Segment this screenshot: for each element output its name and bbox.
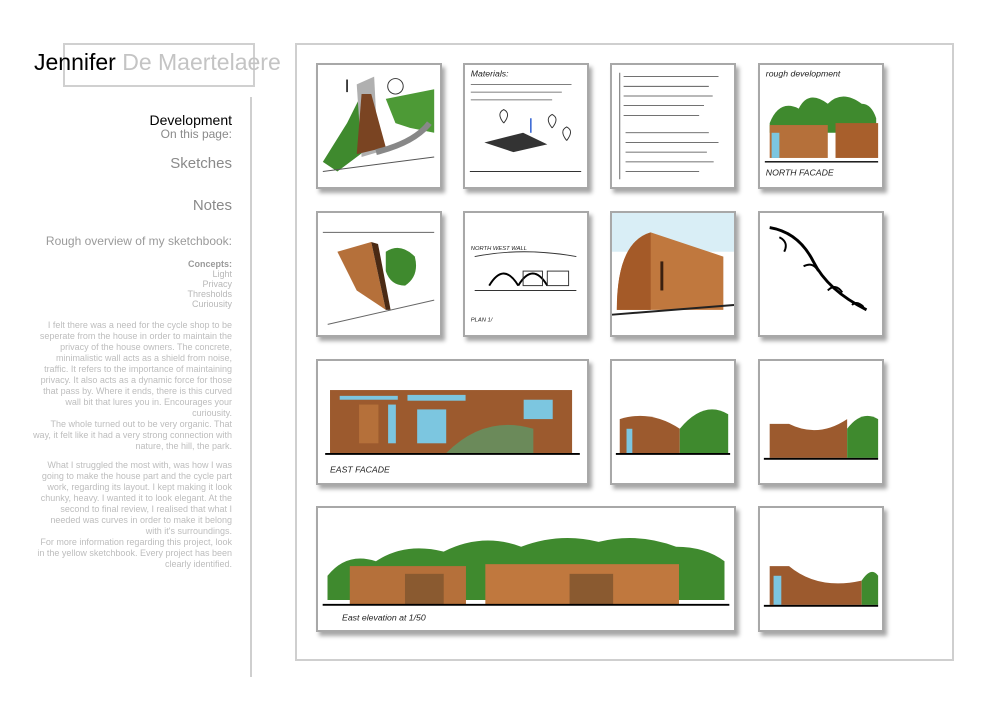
paragraph-organic: The whole turned out to be very organic. That way, it felt like it had a very strong connection with nature, the hill, the park. xyxy=(33,419,232,451)
concept-doodle-drawing xyxy=(760,213,882,335)
sketch-handwritten-notes[interactable] xyxy=(610,63,736,189)
last-name: De Maertelaere xyxy=(122,49,281,75)
concept-item: Curiousity xyxy=(191,299,232,309)
sketch-north-facade[interactable] xyxy=(758,63,884,189)
north-facade-caption: NORTH FACADE xyxy=(765,167,834,178)
perspective-plan-drawing xyxy=(318,213,440,335)
nav-link-sketches[interactable]: Sketches xyxy=(170,155,232,172)
north-west-wall-caption: NORTH WEST WALL xyxy=(470,245,527,252)
north-facade-drawing xyxy=(760,65,882,187)
sidebar-divider xyxy=(250,97,252,677)
concept-item: Light xyxy=(212,269,232,279)
sketch-section-c[interactable] xyxy=(758,506,884,632)
first-name: Jennifer xyxy=(34,49,116,75)
section-subtitle: On this page: xyxy=(160,127,232,141)
concept-item: Privacy xyxy=(202,279,232,289)
section-b-drawing xyxy=(760,361,882,483)
sketch-perspective-plan[interactable] xyxy=(316,211,442,337)
east-facade-drawing xyxy=(318,361,587,483)
east-elevation-caption: East elevation at 1/50 xyxy=(342,612,426,623)
concepts-list xyxy=(187,259,232,309)
section-title: Development xyxy=(149,112,232,128)
paragraph-more-info: For more information regarding this project, look in the yellow sketchbook. Every project has been clearly identified. xyxy=(37,537,232,569)
paragraph-concept: I felt there was a need for the cycle shop to be seperate from the house in order to maintain the privacy of the house owners. The concrete, minimalistic wall acts as a shield from noise, traffic. It refers to the importance of maintaining privacy. It also acts as a dynamic force for those that pass by. Where it ends, there is this curved wall bit that lures you in. Encourages your curiousity. xyxy=(39,320,232,418)
section-a-drawing xyxy=(612,361,734,483)
sketch-east-elevation[interactable] xyxy=(316,506,736,632)
site-plan-drawing xyxy=(318,65,440,187)
east-elevation-drawing xyxy=(318,508,734,630)
overview-title: Rough overview of my sketchbook: xyxy=(45,234,232,248)
floor-plan-drawing xyxy=(465,213,587,335)
materials-drawing xyxy=(465,65,587,187)
plan-caption: PLAN 1/ xyxy=(470,317,493,324)
concepts-heading: Concepts: xyxy=(187,259,232,269)
sketch-section-a[interactable] xyxy=(610,359,736,485)
concept-item: Thresholds xyxy=(187,289,232,299)
sketch-site-plan[interactable] xyxy=(316,63,442,189)
sketch-concept-doodle[interactable] xyxy=(758,211,884,337)
paragraph-struggle: What I struggled the most with, was how I was going to make the house part and the cycle part work, regarding its layout. I kept making it look chunky, heavy. I wanted it to look elegant. At the second to final review, I realised that what I needed was curves in order to make it belong with it's surroundings. xyxy=(40,460,232,536)
materials-caption: Materials: xyxy=(470,68,509,79)
sketch-curved-wall[interactable] xyxy=(610,211,736,337)
east-facade-caption: EAST FACADE xyxy=(330,464,390,475)
notes-drawing xyxy=(612,65,734,187)
author-name xyxy=(34,49,281,76)
sketch-materials-notes[interactable] xyxy=(463,63,589,189)
nav-link-notes[interactable]: Notes xyxy=(192,197,232,214)
curved-wall-drawing xyxy=(612,213,734,335)
rough-development-caption: rough development xyxy=(765,68,841,79)
section-c-drawing xyxy=(760,508,882,630)
sketch-section-b[interactable] xyxy=(758,359,884,485)
sketch-east-facade[interactable] xyxy=(316,359,589,485)
sketch-floor-plan[interactable] xyxy=(463,211,589,337)
